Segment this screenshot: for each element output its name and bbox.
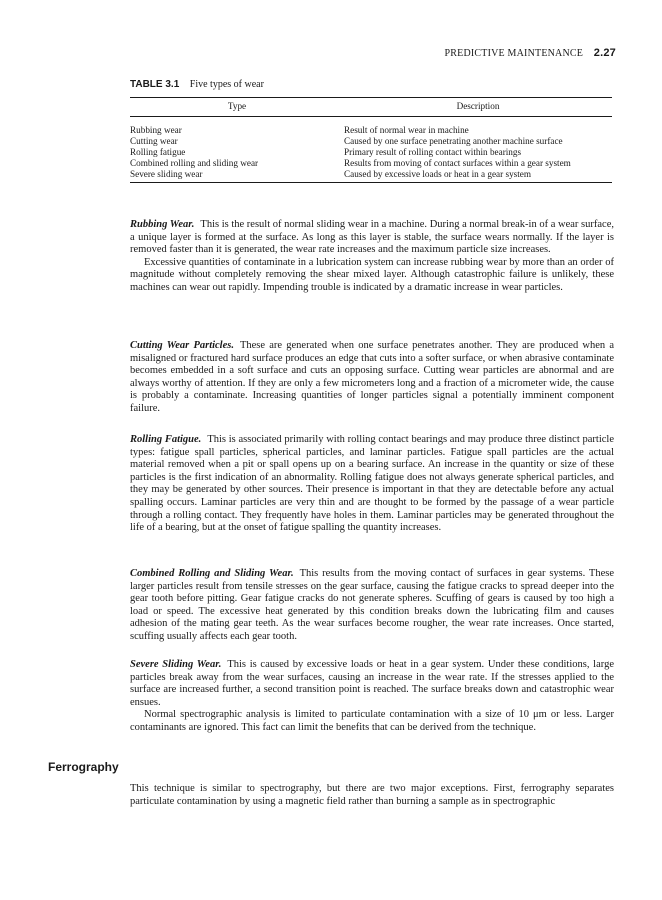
column-header-type: Type — [130, 98, 344, 117]
table-caption-text: Five types of wear — [189, 79, 264, 90]
paragraph: Normal spectrographic analysis is limited to particulate contamination with a size of 10 μm or less. Larger contaminants are ignored. This fact can limit the benefits that can be derived from the technique. — [130, 709, 614, 733]
section-heading-rubbing-wear: Rubbing Wear. — [130, 219, 195, 230]
table-row — [130, 169, 612, 183]
table-row — [130, 147, 612, 158]
paragraph-text: This is the result of normal sliding wear in a machine. During a normal break-in of a wear surface, a unique layer is formed at the surface. As long as this layer is stable, the surface wears normally. If the layer is removed faster than it is generated, the wear rate increases and the maximum particle size increases. — [130, 219, 614, 256]
table-row — [130, 136, 612, 147]
table-caption — [130, 79, 264, 90]
section-heading-rolling-fatigue: Rolling Fatigue. — [130, 434, 202, 445]
section-heading-combined-wear: Combined Rolling and Sliding Wear. — [130, 568, 294, 579]
paragraph: Excessive quantities of contaminate in a lubrication system can increase rubbing wear by more than an order of magnitude without completely removing the shear mixed layer. Although catastrophic failure is unlikely, these machines can wear out rapidly. Impending trouble is indicated by a dramatic increase in wear particles. — [130, 256, 614, 293]
cell-description: Result of normal wear in machine — [344, 125, 469, 135]
running-header — [130, 47, 616, 59]
rubbing-wear-section — [130, 219, 614, 295]
table-header-row — [130, 98, 612, 117]
paragraph — [130, 434, 614, 535]
ferrography-heading: Ferrography — [48, 760, 119, 774]
cutting-wear-section — [130, 340, 614, 416]
cell-type: Combined rolling and sliding wear — [130, 158, 259, 168]
paragraph — [130, 340, 614, 416]
column-header-description: Description — [344, 98, 612, 117]
wear-types-table — [130, 97, 612, 183]
section-heading-cutting-wear: Cutting Wear Particles. — [130, 340, 234, 351]
table-row — [130, 117, 612, 137]
paragraph — [130, 219, 614, 257]
cell-type: Rolling fatigue — [130, 147, 186, 157]
table-label: TABLE 3.1 — [130, 79, 180, 90]
cell-description: Results from moving of contact surfaces within a gear system — [344, 158, 571, 168]
paragraph-text: This is caused by excessive loads or heat in a gear system. Under these conditions, large particles break away from the wear surfaces, causing an increase in the wear rate. If the stresses applied to the surface are increased further, a second transition point is reached. The surface breaks down and catastrophic wear ensues. — [130, 659, 614, 708]
cell-description: Primary result of rolling contact within bearings — [344, 147, 522, 157]
rolling-fatigue-section — [130, 434, 614, 535]
paragraph-text: This results from the moving contact of surfaces in gear systems. These larger particles result from tensile stresses on the gear surface, causing the fatigue cracks to spread deeper into the gear tooth before pitting. Gear fatigue cracks do not generate spheres. Scuffing of gears is caused by too high a load or speed. The excessive heat generated by this condition breaks down the lubricating film and causes adhesion of the mating gear teeth. As the wear surfaces become rougher, the wear rate increases. Once started, scuffing usually affects each gear tooth. — [130, 568, 614, 642]
cell-type: Severe sliding wear — [130, 169, 344, 183]
table-row — [130, 158, 612, 169]
paragraph — [130, 568, 614, 644]
ferrography-section — [130, 783, 614, 808]
severe-sliding-wear-section — [130, 659, 614, 735]
combined-wear-section — [130, 568, 614, 644]
cell-description: Caused by one surface penetrating another machine surface — [344, 136, 563, 146]
paragraph — [130, 659, 614, 709]
paragraph-text: This is associated primarily with rolling contact bearings and may produce three distinct particle types: fatigue spall particles, spherical particles, and laminar particles. Fatigue spall particles are the actual material removed when a pit or spall opens up on a bearing surface. An increase in the quantity or size of these particles is the first indication of an abnormality. Rolling fatigue does not always generate spherical particles, and they may be generated by other sources. Their presence is important in that they are detectable before any actual spalling occurs. Laminar particles are very thin and are thought to be formed by the passage of a wear particle through a rolling contact. They frequently have holes in them. Laminar particles may be generated throughout the life of a bearing, but at the onset of fatigue spalling the quantity increases. — [130, 434, 614, 534]
section-heading-severe-sliding-wear: Severe Sliding Wear. — [130, 659, 222, 670]
running-title: PREDICTIVE MAINTENANCE — [444, 48, 584, 59]
cell-type: Rubbing wear — [130, 125, 182, 135]
paragraph: This technique is similar to spectrography, but there are two major exceptions. First, ferrography separates particulate contamination by using a magnetic field rather than burning a sample as in spectrographic — [130, 783, 614, 807]
paragraph-text: These are generated when one surface penetrates another. They are produced when a misaligned or fractured hard surface produces an edge that cuts into a softer surface, or when abrasive contaminate becomes embedded in a soft surface and cuts an opposing surface. Cutting wear particles are abnormal and are always worthy of attention. If they are only a few micrometers long and a fraction of a micrometer wide, the cause is probably a contaminate. Increasing quantities of longer particles signal a potentially imminent component failure. — [130, 340, 614, 414]
cell-description: Caused by excessive loads or heat in a gear system — [344, 169, 612, 183]
page-number: 2.27 — [593, 47, 616, 59]
cell-type: Cutting wear — [130, 136, 178, 146]
